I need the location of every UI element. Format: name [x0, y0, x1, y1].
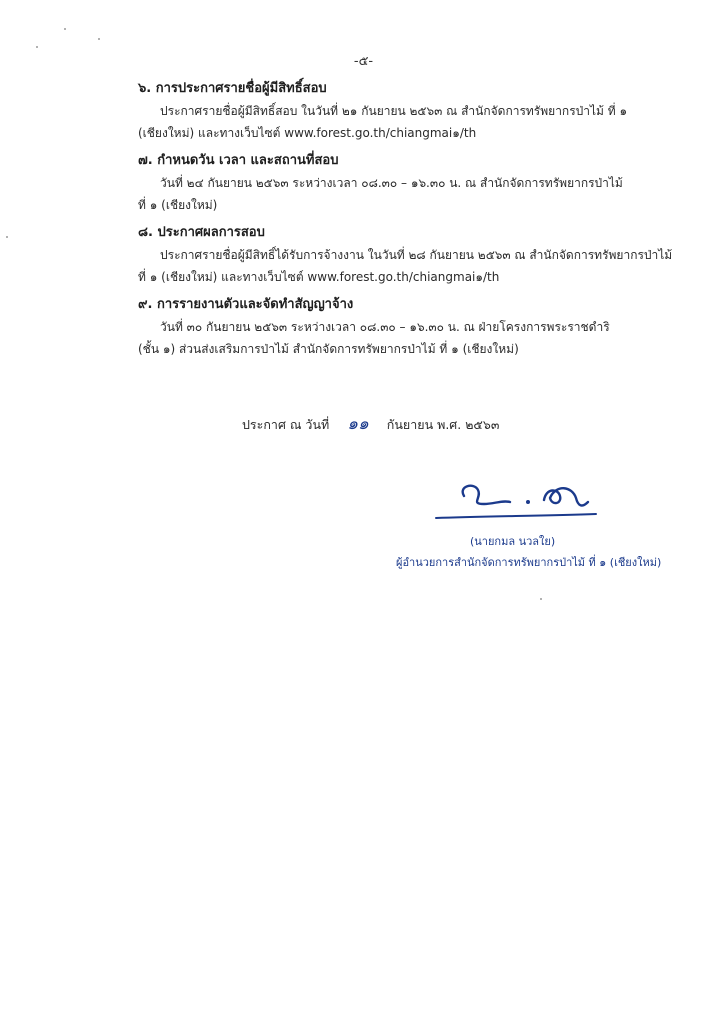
section-line: ประกาศรายชื่อผู้มีสิทธิ์สอบ ในวันที่ ๒๑ กันยายน ๒๕๖๓ ณ สำนักจัดการทรัพยากรป่าไม้ ที่ ๑ — [160, 104, 628, 118]
announcement-day-handwritten: ๑๑ — [347, 414, 369, 434]
section-6 — [138, 80, 658, 144]
page-number: -๕- — [353, 54, 374, 69]
scan-speck — [540, 598, 542, 600]
announcement-suffix: กันยายน พ.ศ. ๒๕๖๓ — [386, 417, 500, 432]
section-line: ที่ ๑ (เชียงใหม่) — [138, 198, 218, 212]
section-body — [138, 172, 658, 216]
section-line: ที่ ๑ (เชียงใหม่) และทางเว็บไซต์ www.forest.go.th/chiangmai๑/th — [138, 270, 500, 284]
section-body — [138, 100, 658, 144]
announcement-prefix: ประกาศ ณ วันที่ — [242, 417, 330, 432]
handwritten-signature — [432, 472, 602, 528]
section-9 — [138, 296, 658, 360]
section-body — [138, 244, 673, 288]
section-title: ๗. กำหนดวัน เวลา และสถานที่สอบ — [138, 153, 339, 168]
scan-speck — [98, 38, 100, 40]
section-line: วันที่ ๓๐ กันยายน ๒๕๖๓ ระหว่างเวลา ๐๘.๓๐ – ๑๖.๓๐ น. ณ ฝ่ายโครงการพระราชดำริ — [160, 320, 610, 334]
section-line: (ชั้น ๑) ส่วนส่งเสริมการป่าไม้ สำนักจัดการทรัพยากรป่าไม้ ที่ ๑ (เชียงใหม่) — [138, 342, 519, 356]
section-line: วันที่ ๒๔ กันยายน ๒๕๖๓ ระหว่างเวลา ๐๘.๓๐ – ๑๖.๓๐ น. ณ สำนักจัดการทรัพยากรป่าไม้ — [160, 176, 623, 190]
scan-speck — [36, 46, 38, 48]
signer-title: ผู้อำนวยการสำนักจัดการทรัพยากรป่าไม้ ที่ ๑ (เชียงใหม่) — [396, 556, 662, 569]
section-8 — [138, 224, 673, 288]
scan-speck — [64, 28, 66, 30]
section-body — [138, 316, 658, 360]
scan-speck — [6, 236, 8, 238]
section-line: (เชียงใหม่) และทางเว็บไซต์ www.forest.go.th/chiangmai๑/th — [138, 126, 477, 140]
section-title: ๖. การประกาศรายชื่อผู้มีสิทธิ์สอบ — [138, 81, 327, 96]
signer-name: (นายกมล นวลใย) — [470, 535, 556, 548]
section-line: ประกาศรายชื่อผู้มีสิทธิ์ได้รับการจ้างงาน ในวันที่ ๒๘ กันยายน ๒๕๖๓ ณ สำนักจัดการทรัพยากรป่าไม้ — [160, 248, 673, 262]
section-title: ๘. ประกาศผลการสอบ — [138, 225, 265, 240]
announcement-date — [242, 410, 499, 437]
section-7 — [138, 152, 658, 216]
section-title: ๙. การรายงานตัวและจัดทำสัญญาจ้าง — [138, 297, 354, 312]
